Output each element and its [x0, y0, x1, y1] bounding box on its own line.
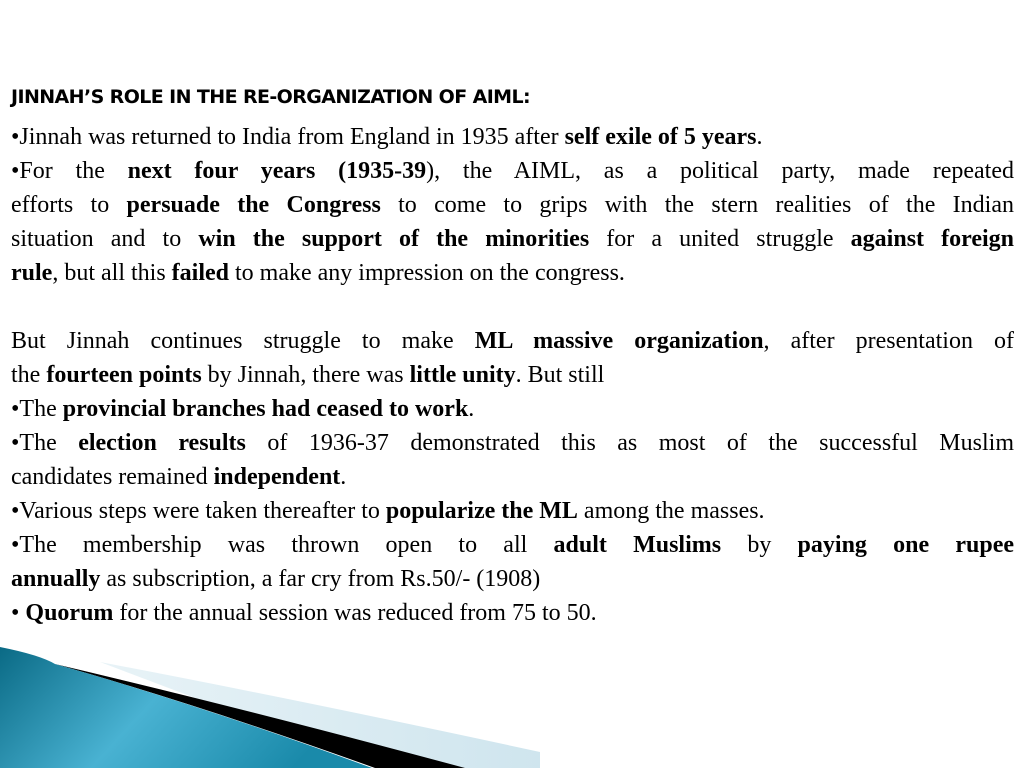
text-line [11, 358, 1014, 392]
text-segment: • [11, 600, 26, 626]
text-line [11, 188, 1014, 222]
text-line [11, 120, 1014, 154]
text-segment: by Jinnah, there was [201, 362, 410, 388]
text-segment: •Various steps were taken thereafter to [11, 498, 386, 524]
bold-text: self exile of 5 years [564, 124, 757, 150]
text-line [11, 222, 1014, 256]
bold-text: fourteen points [46, 362, 202, 388]
text-line [11, 256, 1014, 290]
text-segment: •The membership was thrown open to all [11, 532, 554, 558]
bold-text: little unity [409, 362, 516, 388]
text-segment: as subscription, a far cry from Rs.50/- (1908) [100, 566, 541, 592]
text-line [11, 562, 1014, 596]
text-segment: to make any impression on the congress. [229, 260, 625, 286]
text-segment: for a united struggle [589, 226, 851, 252]
text-segment: the [11, 362, 47, 388]
bold-text: election results [78, 430, 246, 456]
text-segment: , after presentation of [763, 328, 1014, 354]
text-line [11, 392, 1014, 426]
bold-text: ML massive organization [474, 328, 764, 354]
bold-text: failed [171, 260, 229, 286]
text-segment: . [468, 396, 475, 422]
text-segment: . But still [515, 362, 605, 388]
bold-text: adult Muslims [553, 532, 722, 558]
bold-text: win the support of the minorities [198, 226, 590, 252]
bold-text: Quorum [25, 600, 114, 626]
text-segment: . [756, 124, 763, 150]
text-line [11, 426, 1014, 460]
bold-text: provincial branches had ceased to work [62, 396, 469, 422]
bold-text: paying one rupee [797, 532, 1014, 558]
text-line [11, 528, 1014, 562]
bold-text: popularize the ML [385, 498, 578, 524]
text-segment: situation and to [11, 226, 199, 252]
blank-line [11, 290, 1014, 324]
text-segment: by [721, 532, 798, 558]
text-segment: But Jinnah continues struggle to make [11, 328, 475, 354]
text-line [11, 596, 1014, 630]
bold-text: independent [213, 464, 341, 490]
bold-text: against foreign [850, 226, 1014, 252]
text-segment: ), the AIML, as a political party, made repeated [426, 158, 1014, 184]
text-line [11, 324, 1014, 358]
bold-text: persuade the Congress [126, 192, 381, 218]
text-segment: among the masses. [577, 498, 765, 524]
bold-text: next four years (1935-39 [127, 158, 427, 184]
slide-body [11, 120, 1014, 630]
text-segment: , but all this [52, 260, 172, 286]
text-line [11, 460, 1014, 494]
text-line [11, 494, 1014, 528]
text-segment: •Jinnah was returned to India from England in 1935 after [11, 124, 565, 150]
text-segment: •For the [11, 158, 128, 184]
text-segment: . [340, 464, 347, 490]
text-segment: to come to grips with the stern realities of the Indian [380, 192, 1014, 218]
text-line [11, 154, 1014, 188]
slide-title: JINNAH’S ROLE IN THE RE-ORGANIZATION OF AIML: [11, 86, 530, 108]
text-segment: efforts to [11, 192, 127, 218]
text-segment: of 1936-37 demonstrated this as most of the successful Muslim [245, 430, 1014, 456]
bold-text: annually [11, 566, 101, 592]
text-segment: for the annual session was reduced from 75 to 50. [113, 600, 597, 626]
bold-text: rule [11, 260, 53, 286]
text-segment: candidates remained [11, 464, 214, 490]
text-segment: •The [11, 396, 63, 422]
text-segment: •The [11, 430, 79, 456]
